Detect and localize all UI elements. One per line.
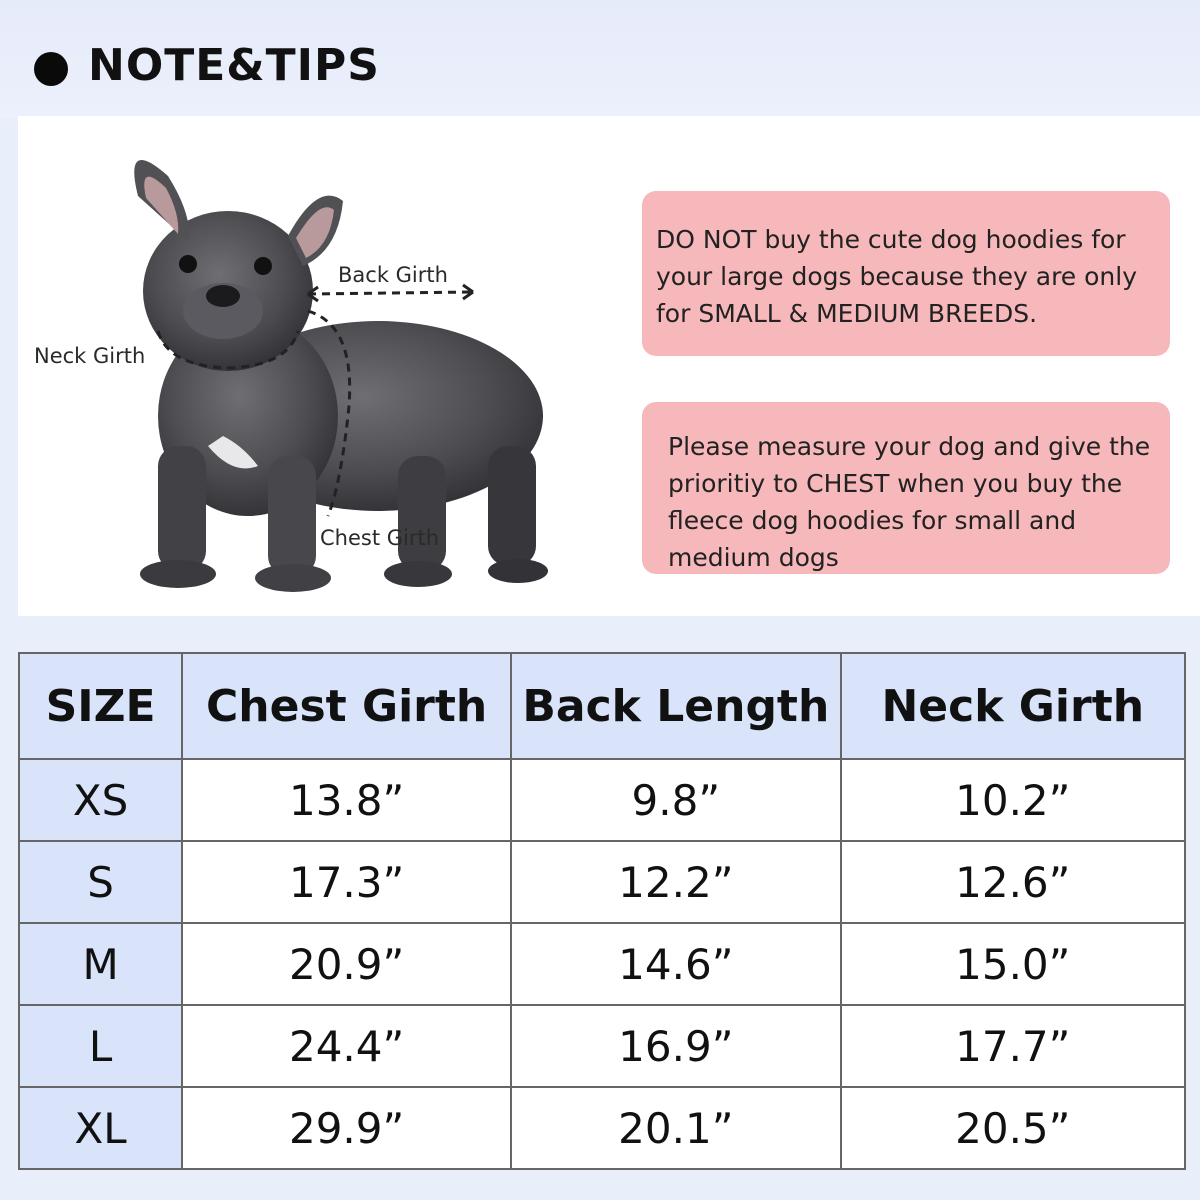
chest-girth-cell: 24.4”	[182, 1005, 511, 1087]
back-length-cell: 16.9”	[511, 1005, 840, 1087]
chest-girth-cell: 29.9”	[182, 1087, 511, 1169]
size-chart-table	[18, 652, 1186, 1170]
bullet-dot	[34, 52, 68, 86]
size-cell: XL	[19, 1087, 182, 1169]
page-title: NOTE&TIPS	[88, 40, 380, 91]
size-cell: L	[19, 1005, 182, 1087]
table-row	[19, 1087, 1185, 1169]
header-size: SIZE	[19, 653, 182, 759]
table-row	[19, 923, 1185, 1005]
header-chest-girth: Chest Girth	[182, 653, 511, 759]
table-row	[19, 759, 1185, 841]
table-row	[19, 1005, 1185, 1087]
header-bar	[0, 0, 1200, 118]
chest-girth-cell: 13.8”	[182, 759, 511, 841]
neck-girth-cell: 17.7”	[841, 1005, 1185, 1087]
table-row	[19, 841, 1185, 923]
note-measure-chest: Please measure your dog and give the prioritiy to CHEST when you buy the fleece dog hoodies for small and medium dogs	[642, 402, 1170, 574]
header-neck-girth: Neck Girth	[841, 653, 1185, 759]
neck-girth-label: Neck Girth	[34, 344, 146, 368]
size-cell: S	[19, 841, 182, 923]
neck-girth-cell: 20.5”	[841, 1087, 1185, 1169]
back-length-cell: 9.8”	[511, 759, 840, 841]
back-length-cell: 14.6”	[511, 923, 840, 1005]
size-cell: XS	[19, 759, 182, 841]
chest-girth-label: Chest Girth	[320, 526, 440, 550]
chest-girth-cell: 20.9”	[182, 923, 511, 1005]
table-header-row	[19, 653, 1185, 759]
header-back-length: Back Length	[511, 653, 840, 759]
back-girth-label: Back Girth	[338, 263, 448, 287]
neck-girth-cell: 12.6”	[841, 841, 1185, 923]
back-length-cell: 20.1”	[511, 1087, 840, 1169]
chest-girth-cell: 17.3”	[182, 841, 511, 923]
back-girth-line	[308, 292, 473, 294]
note-large-dogs-warning: DO NOT buy the cute dog hoodies for your large dogs because they are only for SMALL & MEDIUM BREEDS.	[642, 191, 1170, 356]
neck-girth-cell: 10.2”	[841, 759, 1185, 841]
back-length-cell: 12.2”	[511, 841, 840, 923]
neck-girth-cell: 15.0”	[841, 923, 1185, 1005]
size-cell: M	[19, 923, 182, 1005]
info-panel	[18, 116, 1200, 616]
